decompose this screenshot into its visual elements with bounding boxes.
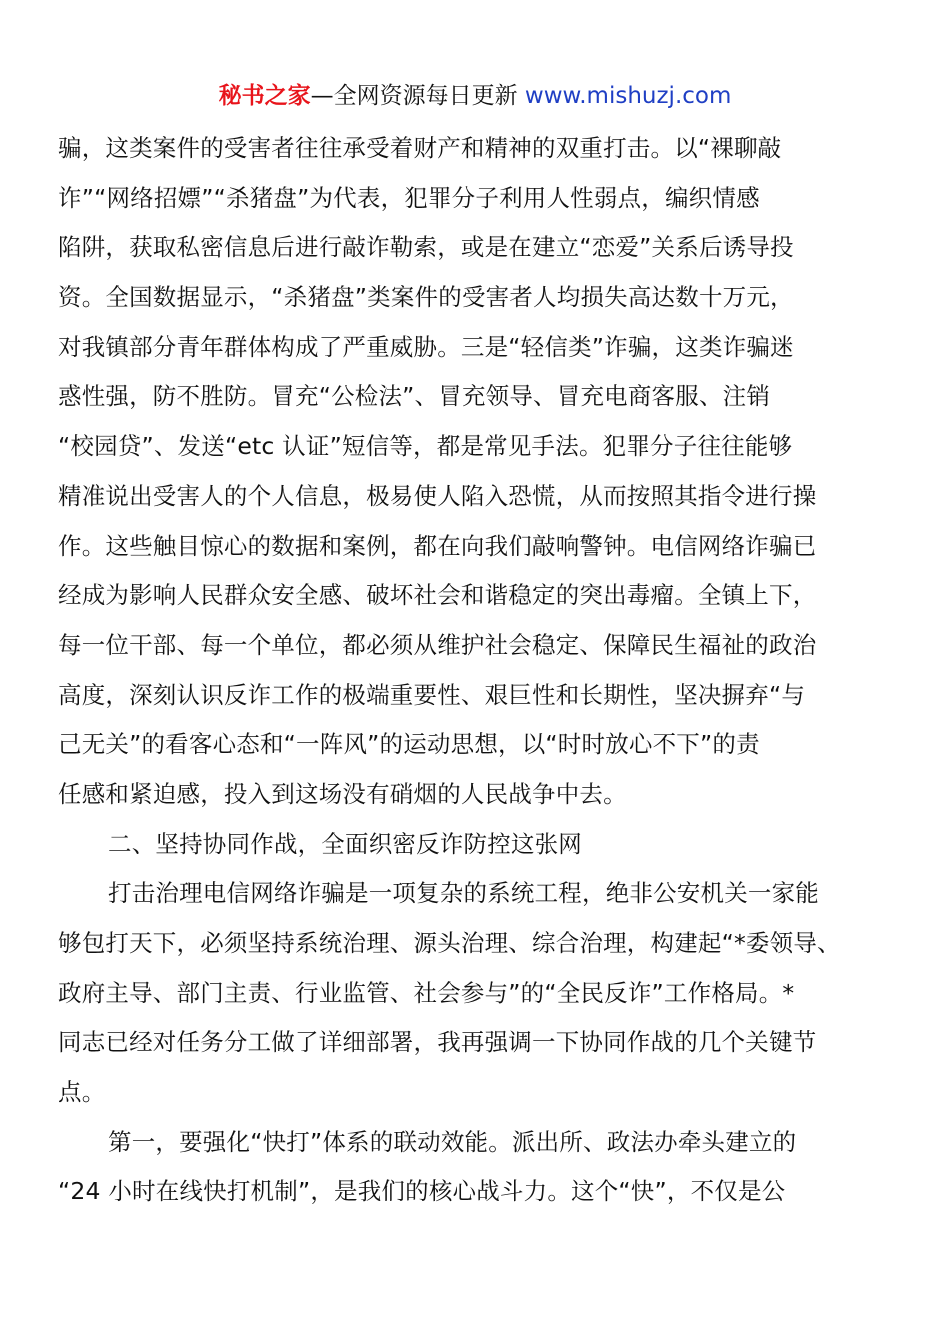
section-heading: 二、坚持协同作战，全面织密反诈防控这张网 (108, 829, 582, 858)
text-line: 己无关”的看客心态和“一阵风”的运动思想，以“时时放心不下”的责 (58, 730, 760, 759)
text-line: 骗，这类案件的受害者往往承受着财产和精神的双重打击。以“裸聊敲 (58, 134, 782, 162)
text-line: 第一，要强化“快打”体系的联动效能。派出所、政法办牵头建立的 (108, 1127, 797, 1156)
site-header (0, 80, 950, 112)
text-line: 精准说出受害人的个人信息，极易使人陷入恐慌，从而按照其指令进行操 (58, 481, 817, 510)
text-line: “校园贷”、发送“etc 认证”短信等，都是常见手法。犯罪分子往往能够 (58, 432, 793, 461)
site-url-link[interactable]: www.mishuzj.com (524, 83, 732, 109)
text-line: “24 小时在线快打机制”，是我们的核心战斗力。这个“快”，不仅是公 (58, 1177, 786, 1206)
text-line: 同志已经对任务分工做了详细部署，我再强调一下协同作战的几个关键节 (58, 1028, 817, 1057)
text-line: 打击治理电信网络诈骗是一项复杂的系统工程，绝非公安机关一家能 (108, 879, 819, 908)
text-line: 任感和紧迫感，投入到这场没有硝烟的人民战争中去。 (58, 779, 627, 808)
text-line: 高度，深刻认识反诈工作的极端重要性、艰巨性和长期性，坚决摒弃“与 (58, 680, 806, 709)
site-tagline: —全网资源每日更新 (310, 83, 518, 109)
document-body (58, 124, 878, 1217)
text-line: 资。全国数据显示，“杀猪盘”类案件的受害者人均损失高达数十万元， (58, 283, 794, 312)
text-line: 经成为影响人民群众安全感、破坏社会和谐稳定的突出毒瘤。全镇上下， (58, 581, 817, 610)
text-line: 政府主导、部门主责、行业监管、社会参与”的“全民反诈”工作格局。* (58, 978, 795, 1007)
text-line: 惑性强，防不胜防。冒充“公检法”、冒充领导、冒充电商客服、注销 (58, 382, 771, 411)
text-line: 对我镇部分青年群体构成了严重威胁。三是“轻信类”诈骗，这类诈骗迷 (58, 332, 794, 361)
text-line: 诈”“网络招嫖”“杀猪盘”为代表，犯罪分子利用人性弱点，编织情感 (58, 183, 760, 212)
text-line: 点。 (58, 1078, 106, 1107)
text-line: 够包打天下，必须坚持系统治理、源头治理、综合治理，构建起“*委领导、 (58, 929, 841, 957)
text-line: 陷阱，获取私密信息后进行敲诈勒索，或是在建立“恋爱”关系后诱导投 (58, 233, 794, 262)
site-brand: 秘书之家 (218, 83, 311, 109)
text-line: 每一位干部、每一个单位，都必须从维护社会稳定、保障民生福祉的政治 (58, 630, 817, 659)
text-line: 作。这些触目惊心的数据和案例，都在向我们敲响警钟。电信网络诈骗已 (58, 531, 817, 560)
